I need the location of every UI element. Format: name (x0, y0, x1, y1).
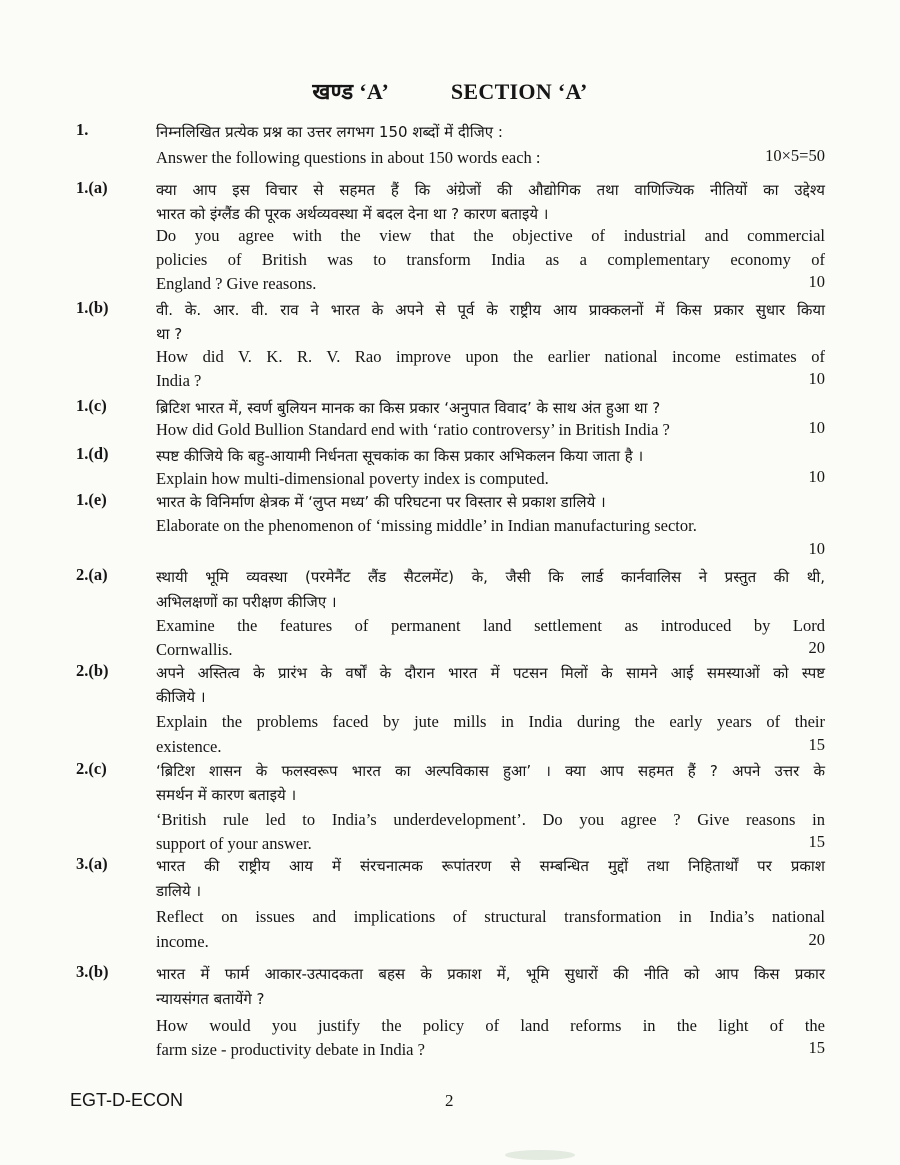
page-number: 2 (445, 1091, 454, 1110)
question-text-hindi: भारत को इंग्लैंड की पूरक अर्थव्यवस्था में बदल देना था ? कारण बताइये । (156, 205, 549, 223)
question-text-english: Do you agree with the view that the objective of industrial and commercial (156, 226, 825, 245)
question-number: 1.(b) (76, 298, 109, 317)
question-marks: 15 (808, 1038, 825, 1057)
question-text-english: farm size - productivity debate in India ? (156, 1040, 425, 1059)
question-text-english: existence. (156, 737, 222, 756)
question-marks: 15 (808, 735, 825, 754)
question-text-english: policies of British was to transform India as a complementary economy of (156, 250, 825, 269)
question-text-hindi: डालिये । (156, 882, 202, 900)
question-text-english: income. (156, 932, 209, 951)
question-text-english: ‘British rule led to India’s underdevelopment’. Do you agree ? Give reasons in (156, 810, 825, 829)
question-text-english: Cornwallis. (156, 640, 233, 659)
question-text-english: How did Gold Bullion Standard end with ‘ratio controversy’ in British India ? (156, 420, 670, 439)
question-text-hindi: क्या आप इस विचार से सहमत हैं कि अंग्रेजों की औद्योगिक तथा वाणिज्यिक नीतियों का उद्देश्य (156, 181, 825, 199)
section-title-english: SECTION ‘A’ (450, 79, 588, 104)
question-text-english: England ? Give reasons. (156, 274, 317, 293)
question-text-english: Reflect on issues and implications of structural transformation in India’s national (156, 907, 825, 926)
question-text-hindi: समर्थन में कारण बताइये । (156, 786, 297, 804)
question-text-hindi: स्थायी भूमि व्यवस्था (परमेनैंट लैंड सैटलमेंट) के, जैसी कि लार्ड कार्नवालिस ने प्रस्तुत की थी, (156, 568, 825, 586)
question-number: 1.(c) (76, 396, 107, 415)
question-marks: 10 (808, 369, 825, 388)
question-text-hindi: भारत की राष्ट्रीय आय में संरचनात्मक रूपांतरण से सम्बन्धित मुद्दों तथा निहितार्थों पर प्रकाश (156, 857, 825, 875)
question-text-english: India ? (156, 371, 202, 390)
question-text-english: How did V. K. R. V. Rao improve upon the earlier national income estimates of (156, 347, 825, 366)
question-text-english: Answer the following questions in about 150 words each : (156, 148, 541, 167)
question-marks: 10 (808, 418, 825, 437)
question-text-english: Elaborate on the phenomenon of ‘missing middle’ in Indian manufacturing sector. (156, 516, 697, 535)
question-marks: 10 (808, 272, 825, 291)
question-text-hindi: निम्नलिखित प्रत्येक प्रश्न का उत्तर लगभग 150 शब्दों में दीजिए : (156, 123, 503, 141)
question-text-hindi: भारत में फार्म आकार-उत्पादकता बहस के प्रकाश में, भूमि सुधारों की नीति को आप किस प्रकार (156, 965, 825, 983)
question-text-hindi: कीजिये । (156, 688, 206, 706)
question-text-english: support of your answer. (156, 834, 312, 853)
question-marks: 10 (808, 467, 825, 486)
question-marks: 10×5=50 (765, 146, 825, 165)
question-text-hindi: वी. के. आर. वी. राव ने भारत के अपने से पूर्व के राष्ट्रीय आय प्राक्कलनों में किस प्रकार सुधार किया (156, 301, 825, 319)
question-number: 1.(e) (76, 490, 107, 509)
question-marks: 20 (808, 638, 825, 657)
question-marks: 20 (808, 930, 825, 949)
question-number: 2.(c) (76, 759, 107, 778)
question-text-hindi: ‘ब्रिटिश शासन के फलस्वरूप भारत का अल्पविकास हुआ’ । क्या आप सहमत हैं ? अपने उत्तर के (156, 762, 825, 780)
question-text-hindi: था ? (156, 325, 183, 343)
section-title (0, 76, 900, 106)
question-number: 3.(a) (76, 854, 108, 873)
question-text-english: Explain how multi-dimensional poverty index is computed. (156, 469, 549, 488)
question-text-english: Examine the features of permanent land settlement as introduced by Lord (156, 616, 825, 635)
question-marks: 15 (808, 832, 825, 851)
question-text-english: How would you justify the policy of land reforms in the light of the (156, 1016, 825, 1035)
paper-code: EGT-D-ECON (70, 1090, 184, 1110)
scan-smudge (505, 1150, 575, 1160)
question-marks: 10 (808, 539, 825, 558)
question-number: 1.(a) (76, 178, 108, 197)
question-number: 1. (76, 120, 89, 139)
question-text-hindi: भारत के विनिर्माण क्षेत्रक में ‘लुप्त मध्य’ की परिघटना पर विस्तार से प्रकाश डालिये । (156, 493, 606, 511)
question-text-hindi: अपने अस्तित्व के प्रारंभ के वर्षों के दौरान भारत में पटसन मिलों के सामने आई समस्याओं को स्पष्ट (156, 664, 825, 682)
question-number: 3.(b) (76, 962, 109, 981)
section-title-hindi: खण्ड ‘A’ (312, 79, 390, 104)
question-text-hindi: ब्रिटिश भारत में, स्वर्ण बुलियन मानक का किस प्रकार ‘अनुपात विवाद’ के साथ अंत हुआ था ? (156, 399, 661, 417)
question-text-hindi: अभिलक्षणों का परीक्षण कीजिए । (156, 593, 337, 611)
question-number: 1.(d) (76, 444, 109, 463)
question-text-hindi: स्पष्ट कीजिये कि बहु-आयामी निर्धनता सूचकांक का किस प्रकार अभिकलन किया जाता है । (156, 447, 644, 465)
question-text-english: Explain the problems faced by jute mills in India during the early years of their (156, 712, 825, 731)
question-number: 2.(b) (76, 661, 109, 680)
question-text-hindi: न्यायसंगत बतायेंगे ? (156, 990, 265, 1008)
question-number: 2.(a) (76, 565, 108, 584)
